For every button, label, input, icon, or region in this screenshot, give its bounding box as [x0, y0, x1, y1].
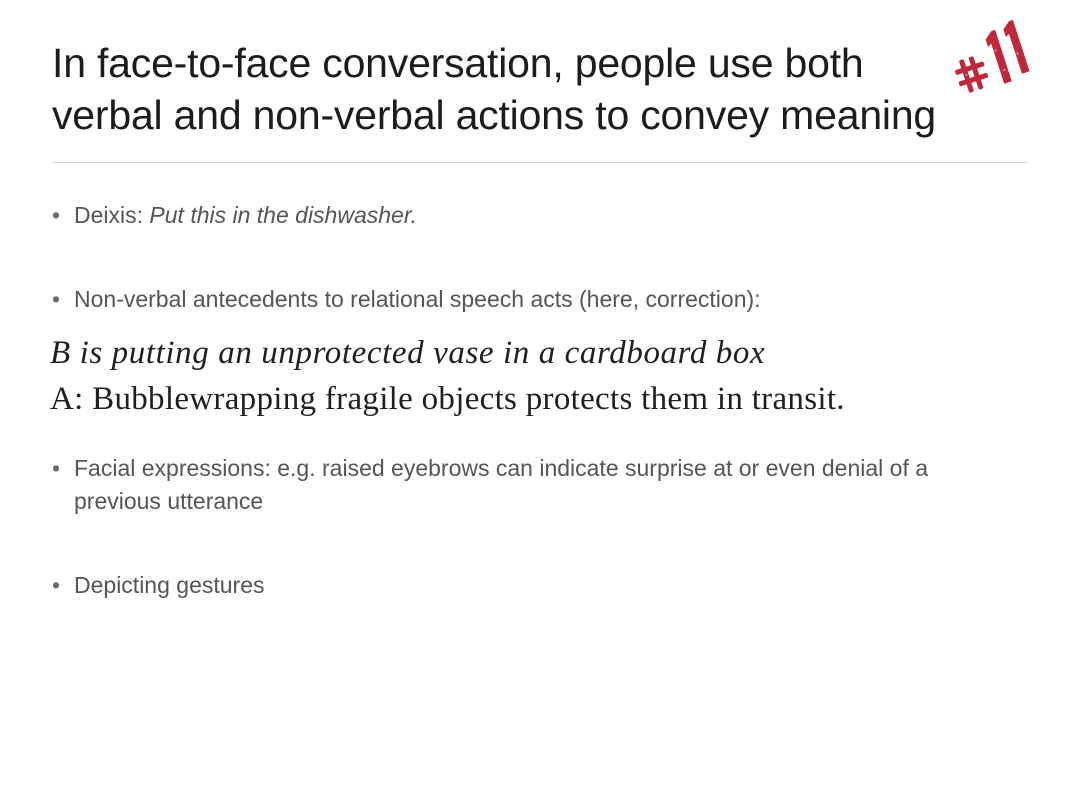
slide-title-line-2: verbal and non-verbal actions to convey meaning — [52, 92, 937, 138]
hashtag-11-stamp-icon — [948, 20, 1038, 98]
title-divider — [53, 162, 1027, 163]
bullet-dot-icon: • — [52, 455, 61, 481]
bullet-facial-expressions — [52, 452, 992, 518]
bullet-label: Non-verbal antecedents to relational speech acts (here, correction): — [74, 286, 761, 312]
example-block — [50, 330, 1050, 422]
bullet-dot-icon: • — [52, 286, 61, 312]
bullet-deixis — [52, 199, 952, 232]
example-line-1: B is putting an unprotected vase in a cardboard box — [50, 335, 766, 371]
bullet-label: Depicting gestures — [74, 572, 265, 598]
bullet-dot-icon: • — [52, 572, 61, 598]
slide-title-line-1: In face-to-face conversation, people use both — [52, 40, 864, 86]
bullet-dot-icon: • — [52, 202, 61, 228]
bullet-depicting-gestures — [52, 569, 952, 602]
bullet-label: Facial expressions: e.g. raised eyebrows can indicate surprise at or even denial of a previous utterance — [74, 455, 929, 514]
bullet-example: Put this in the dishwasher. — [149, 202, 418, 228]
slide-title — [52, 37, 952, 141]
bullet-nonverbal-antecedents — [52, 283, 952, 316]
example-line-2: A: Bubblewrapping fragile objects protects them in transit. — [50, 381, 845, 417]
bullet-label: Deixis: — [74, 202, 150, 228]
